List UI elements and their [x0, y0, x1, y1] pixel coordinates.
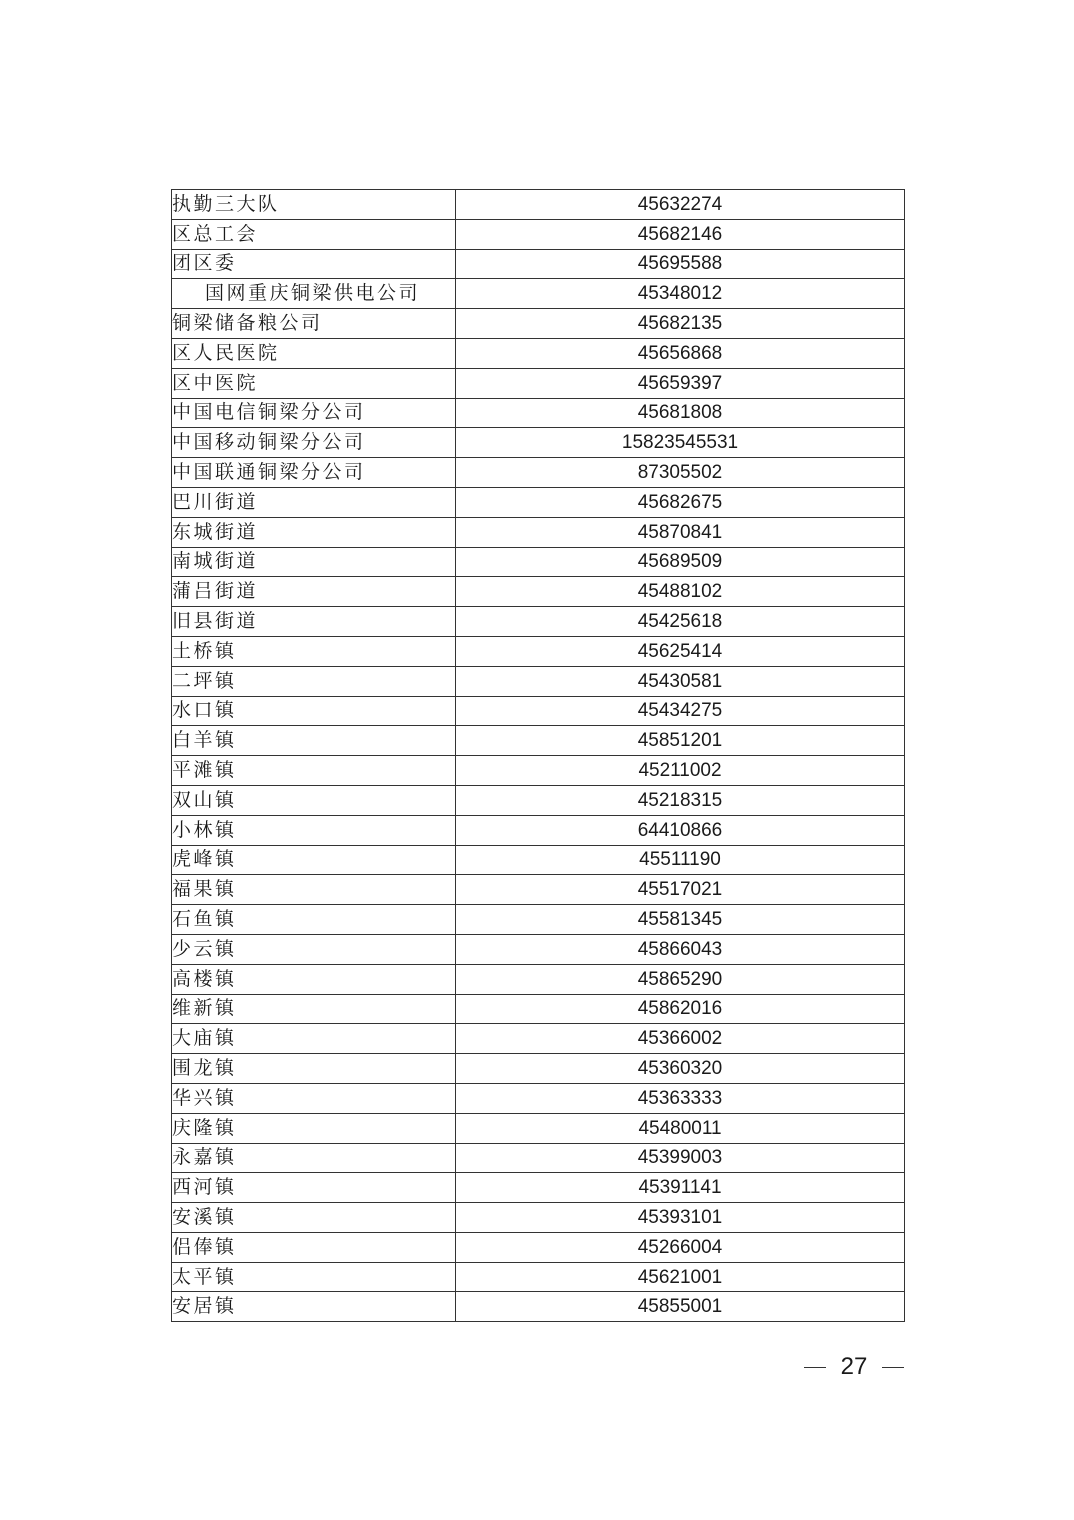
left-dash-decoration	[804, 1367, 826, 1368]
organization-name-cell: 中国电信铜梁分公司	[172, 398, 456, 428]
organization-name-cell: 庆隆镇	[172, 1113, 456, 1143]
table-row	[172, 994, 905, 1024]
table-row	[172, 487, 905, 517]
phone-number-cell: 45659397	[456, 368, 905, 398]
organization-name-cell: 福果镇	[172, 875, 456, 905]
organization-name-cell: 侣俸镇	[172, 1232, 456, 1262]
organization-name-cell: 平滩镇	[172, 756, 456, 786]
organization-name-cell: 区总工会	[172, 219, 456, 249]
table-row	[172, 1143, 905, 1173]
organization-name-cell: 区中医院	[172, 368, 456, 398]
organization-name-cell: 大庙镇	[172, 1024, 456, 1054]
organization-name-cell: 团区委	[172, 249, 456, 279]
phone-number-cell: 45851201	[456, 726, 905, 756]
phone-number-cell: 45517021	[456, 875, 905, 905]
organization-name-cell: 旧县街道	[172, 607, 456, 637]
phone-number-cell: 45218315	[456, 785, 905, 815]
organization-name-cell: 西河镇	[172, 1173, 456, 1203]
organization-name-cell: 安居镇	[172, 1292, 456, 1322]
organization-name-cell: 小林镇	[172, 815, 456, 845]
phone-number-cell: 45689509	[456, 547, 905, 577]
organization-name-cell: 东城街道	[172, 517, 456, 547]
organization-name-cell: 水口镇	[172, 696, 456, 726]
table-row	[172, 309, 905, 339]
phone-number-cell: 45266004	[456, 1232, 905, 1262]
table-row	[172, 905, 905, 935]
phone-number-cell: 45855001	[456, 1292, 905, 1322]
phone-number-cell: 45682135	[456, 309, 905, 339]
organization-name-cell: 中国移动铜梁分公司	[172, 428, 456, 458]
organization-name-cell: 蒲吕街道	[172, 577, 456, 607]
phone-number-cell: 45391141	[456, 1173, 905, 1203]
organization-name-cell: 白羊镇	[172, 726, 456, 756]
organization-name-cell: 华兴镇	[172, 1083, 456, 1113]
organization-name-cell: 中国联通铜梁分公司	[172, 458, 456, 488]
phone-number-cell: 45581345	[456, 905, 905, 935]
table-row	[172, 1113, 905, 1143]
right-dash-decoration	[882, 1367, 904, 1368]
table-row	[172, 1054, 905, 1084]
organization-name-cell: 永嘉镇	[172, 1143, 456, 1173]
organization-name-cell: 太平镇	[172, 1262, 456, 1292]
table-row	[172, 1262, 905, 1292]
table-row	[172, 338, 905, 368]
table-row	[172, 547, 905, 577]
table-row	[172, 249, 905, 279]
table-row	[172, 368, 905, 398]
phone-number-cell: 45363333	[456, 1083, 905, 1113]
table-row	[172, 875, 905, 905]
phone-number-cell: 45870841	[456, 517, 905, 547]
organization-name-cell: 铜梁储备粮公司	[172, 309, 456, 339]
phone-number-cell: 45625414	[456, 636, 905, 666]
table-row	[172, 636, 905, 666]
table-row	[172, 934, 905, 964]
phone-number-cell: 45430581	[456, 666, 905, 696]
phone-number-cell: 45656868	[456, 338, 905, 368]
page-number-footer	[804, 1352, 904, 1382]
phone-number-cell: 45399003	[456, 1143, 905, 1173]
organization-name-cell: 少云镇	[172, 934, 456, 964]
phone-number-cell: 45695588	[456, 249, 905, 279]
table-row	[172, 190, 905, 220]
table-row	[172, 726, 905, 756]
table-row	[172, 1292, 905, 1322]
table-row	[172, 577, 905, 607]
table-row	[172, 1083, 905, 1113]
phone-number-cell: 45682675	[456, 487, 905, 517]
table-row	[172, 756, 905, 786]
organization-name-cell: 国网重庆铜梁供电公司	[172, 279, 456, 309]
page-number: 27	[840, 1353, 868, 1380]
phone-number-cell: 45211002	[456, 756, 905, 786]
table-row	[172, 219, 905, 249]
phone-number-cell: 45393101	[456, 1203, 905, 1233]
table-row	[172, 517, 905, 547]
table-row	[172, 964, 905, 994]
organization-name-cell: 虎峰镇	[172, 845, 456, 875]
phone-number-cell: 15823545531	[456, 428, 905, 458]
organization-name-cell: 南城街道	[172, 547, 456, 577]
phone-number-cell: 45632274	[456, 190, 905, 220]
table-row	[172, 696, 905, 726]
phone-number-cell: 45682146	[456, 219, 905, 249]
table-row	[172, 428, 905, 458]
phone-number-cell: 45866043	[456, 934, 905, 964]
table-row	[172, 785, 905, 815]
organization-name-cell: 围龙镇	[172, 1054, 456, 1084]
organization-name-cell: 双山镇	[172, 785, 456, 815]
table-row	[172, 666, 905, 696]
table-row	[172, 815, 905, 845]
table-row	[172, 458, 905, 488]
phone-number-cell: 64410866	[456, 815, 905, 845]
table-body	[172, 190, 905, 1322]
organization-name-cell: 巴川街道	[172, 487, 456, 517]
table-row	[172, 1232, 905, 1262]
table-row	[172, 1024, 905, 1054]
organization-name-cell: 维新镇	[172, 994, 456, 1024]
phone-number-cell: 45681808	[456, 398, 905, 428]
organization-name-cell: 二坪镇	[172, 666, 456, 696]
contact-phone-table	[171, 189, 905, 1322]
phone-number-cell: 45865290	[456, 964, 905, 994]
phone-number-cell: 45434275	[456, 696, 905, 726]
phone-number-cell: 45480011	[456, 1113, 905, 1143]
organization-name-cell: 执勤三大队	[172, 190, 456, 220]
table-row	[172, 279, 905, 309]
table-row	[172, 398, 905, 428]
phone-number-cell: 87305502	[456, 458, 905, 488]
phone-number-cell: 45862016	[456, 994, 905, 1024]
phone-number-cell: 45621001	[456, 1262, 905, 1292]
organization-name-cell: 高楼镇	[172, 964, 456, 994]
phone-number-cell: 45425618	[456, 607, 905, 637]
phone-number-cell: 45366002	[456, 1024, 905, 1054]
phone-number-cell: 45488102	[456, 577, 905, 607]
organization-name-cell: 安溪镇	[172, 1203, 456, 1233]
organization-name-cell: 区人民医院	[172, 338, 456, 368]
phone-number-cell: 45348012	[456, 279, 905, 309]
organization-name-cell: 土桥镇	[172, 636, 456, 666]
organization-name-cell: 石鱼镇	[172, 905, 456, 935]
table-row	[172, 845, 905, 875]
table-row	[172, 607, 905, 637]
phone-number-cell: 45360320	[456, 1054, 905, 1084]
table-row	[172, 1173, 905, 1203]
phone-number-cell: 45511190	[456, 845, 905, 875]
table-row	[172, 1203, 905, 1233]
